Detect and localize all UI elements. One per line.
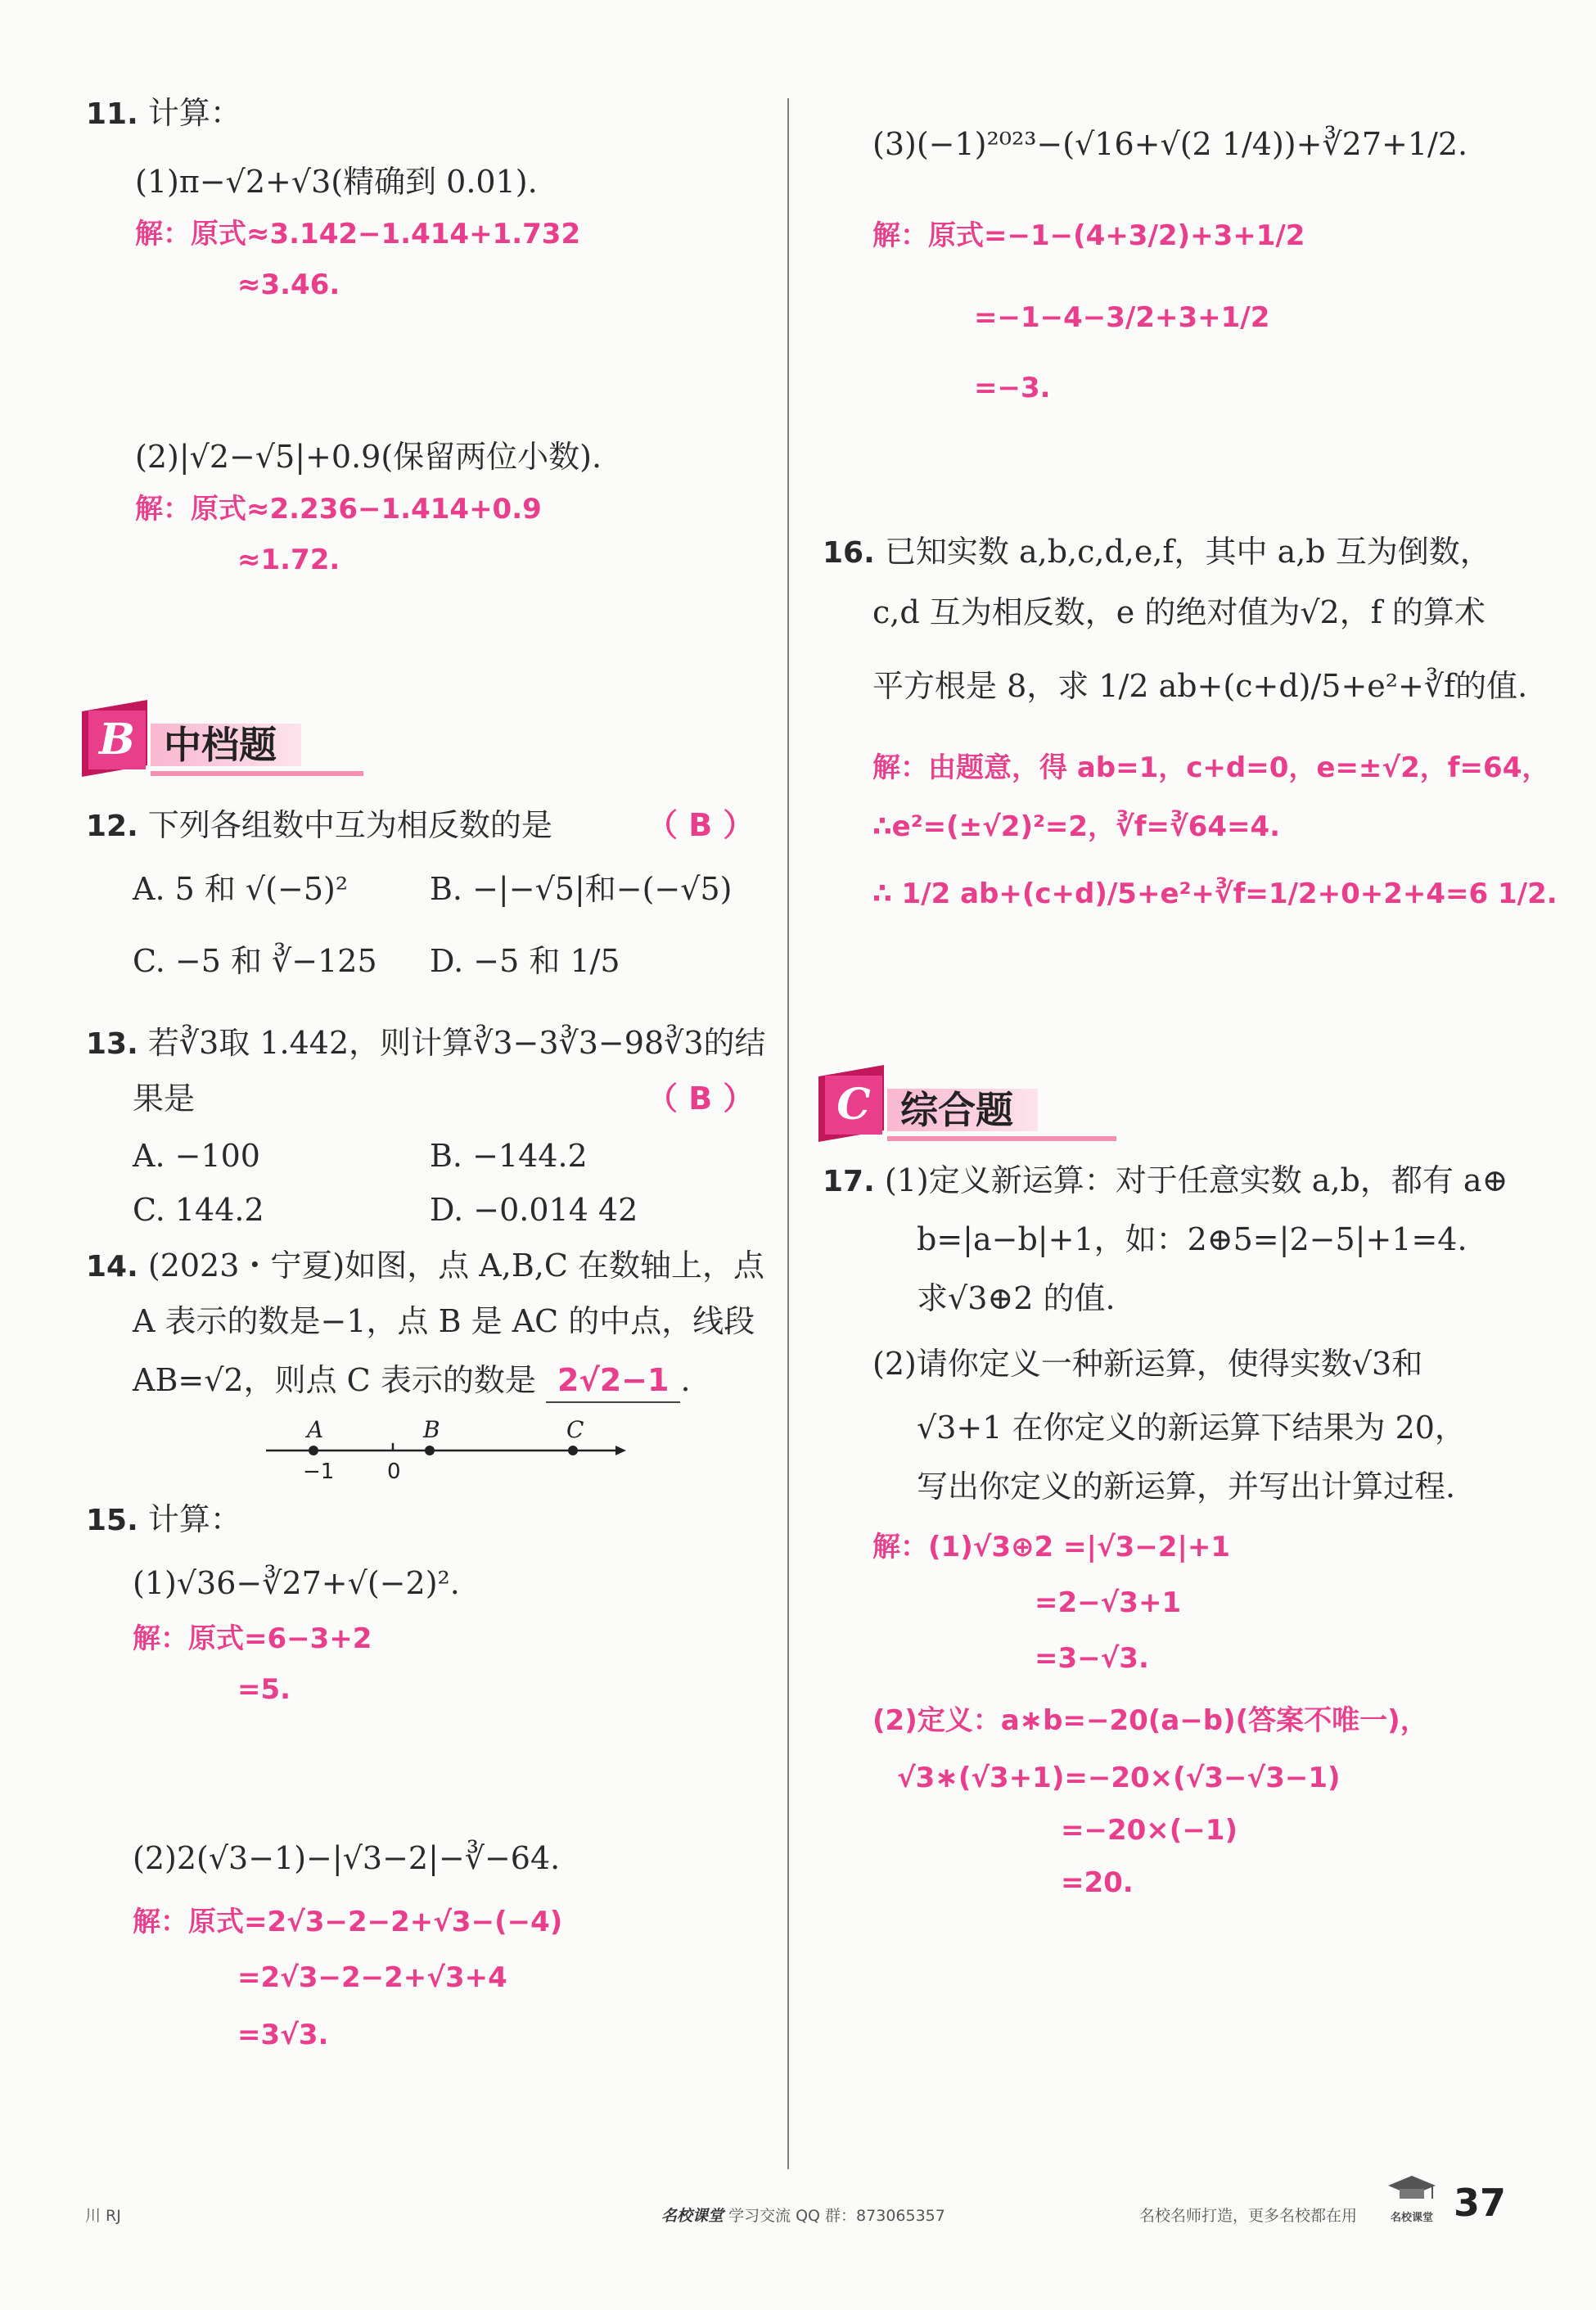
q13-option-d: D. −0.014 42	[430, 1192, 638, 1228]
section-c-heading	[818, 1071, 1121, 1146]
footer-slogan: 名校名师打造，更多名校都在用	[1139, 2207, 1358, 2225]
q14-line-2: A 表示的数是−1，点 B 是 AC 的中点，线段	[133, 1303, 755, 1339]
q13-number: 13.	[86, 1027, 138, 1061]
q13-stem	[86, 1022, 766, 1066]
point-b-label: B	[423, 1418, 440, 1443]
q15-part3-answer-1: 解：原式=−1−(4+3/2)+3+1/2	[872, 219, 1305, 252]
graduation-cap-icon	[1385, 2172, 1439, 2205]
q12-stem	[86, 804, 552, 848]
q11-part2-answer-1: 解：原式≈2.236−1.414+0.9	[135, 493, 542, 526]
q14-period: .	[680, 1362, 691, 1398]
q13-text-1: 若∛3取 1.442，则计算∛3−3∛3−98∛3的结	[147, 1025, 766, 1061]
q16-answer-1: 解：由题意，得 ab=1，c+d=0，e=±√2，f=64，	[872, 751, 1550, 784]
q12-option-a: A. 5 和 √(−5)²	[133, 871, 349, 907]
q16-answer-3: ∴ 1/2 ab+(c+d)/5+e²+∛f=1/2+0+2+4=6 1/2.	[872, 878, 1558, 910]
q17-answer-3: =3−√3.	[1035, 1642, 1149, 1675]
q13-option-c: C. 144.2	[133, 1192, 264, 1228]
footer-center	[661, 2204, 945, 2226]
q13-answer: （ B ）	[647, 1081, 755, 1117]
footer-edition: 川 RJ	[85, 2207, 121, 2225]
q16-line-2: c,d 互为相反数，e 的绝对值为√2，f 的算术	[872, 594, 1486, 630]
q14-number: 14.	[86, 1250, 138, 1284]
q15-part2-answer-1: 解：原式=2√3−2−2+√3−(−4)	[133, 1906, 563, 1938]
q17-number: 17.	[823, 1165, 875, 1198]
q15-part3-answer-2: =−1−4−3/2+3+1/2	[974, 301, 1270, 334]
q17-answer-5: √3∗(√3+1)=−20×(√3−√3−1)	[897, 1762, 1341, 1794]
q17-answer-4: (2)定义：a∗b=−20(a−b)(答案不唯一)，	[872, 1704, 1428, 1737]
page-number: 37	[1454, 2181, 1507, 2225]
q12-answer: （ B ）	[647, 807, 755, 843]
q15-part1: (1)√36−∛27+√(−2)².	[133, 1565, 460, 1601]
q17-answer-6: =−20×(−1)	[1061, 1814, 1238, 1847]
q15-number: 15.	[86, 1504, 138, 1537]
q15-text: 计算：	[147, 1501, 241, 1537]
q16-line-1	[823, 530, 1491, 575]
q11-part2-answer-2: ≈1.72.	[237, 544, 340, 576]
q17-line-6: 写出你定义的新运算，并写出计算过程.	[917, 1469, 1456, 1505]
point-b	[425, 1446, 435, 1455]
footer-brand: 名校课堂	[661, 2207, 724, 2225]
number-line	[262, 1418, 630, 1483]
point-c-label: C	[566, 1418, 584, 1443]
q14-line-3	[133, 1359, 691, 1403]
footer-qq-group: 学习交流 QQ 群：873065357	[728, 2207, 945, 2225]
q11-part1-answer-2: ≈3.46.	[237, 268, 340, 301]
q17-text-1: (1)定义新运算：对于任意实数 a,b，都有 a⊕	[884, 1162, 1508, 1198]
point-a	[309, 1446, 318, 1455]
q17-answer-2: =2−√3+1	[1035, 1586, 1182, 1619]
q11-text: 计算：	[147, 95, 241, 131]
q11-stem	[86, 92, 241, 136]
q12-option-c: C. −5 和 ∛−125	[133, 943, 377, 979]
q11-part1-answer-1: 解：原式≈3.142−1.414+1.732	[135, 218, 581, 250]
q14-text-3: AB=√2，则点 C 表示的数是	[133, 1362, 536, 1398]
q14-text-1: (2023・宁夏)如图，点 A,B,C 在数轴上，点	[147, 1247, 764, 1284]
q17-line-3: 求√3⊕2 的值.	[917, 1280, 1116, 1316]
q14-line-1	[86, 1244, 764, 1288]
tick-label-zero: 0	[387, 1460, 401, 1483]
section-b-title: 中档题	[151, 724, 301, 766]
section-b-letter: B	[88, 711, 146, 769]
q16-answer-2: ∴e²=(±√2)²=2，∛f=∛64=4.	[872, 810, 1281, 843]
point-a-label: A	[307, 1418, 324, 1443]
q15-part1-answer-1: 解：原式=6−3+2	[133, 1622, 372, 1655]
q17-line-2: b=|a−b|+1，如：2⊕5=|2−5|+1=4.	[917, 1221, 1468, 1257]
q15-part1-answer-2: =5.	[237, 1673, 291, 1706]
q13-option-b: B. −144.2	[430, 1138, 588, 1174]
q14-blank-answer: 2√2−1	[546, 1359, 681, 1403]
q11-part1: (1)π−√2+√3(精确到 0.01).	[135, 164, 538, 200]
q17-line-5: √3+1 在你定义的新运算下结果为 20，	[917, 1410, 1466, 1446]
footer-logo	[1385, 2172, 1439, 2223]
q13-text-2: 果是	[133, 1081, 196, 1117]
q12-option-b: B. −|−√5|和−(−√5)	[430, 871, 733, 907]
section-c-letter: C	[825, 1076, 882, 1135]
q17-line-4: (2)请你定义一种新运算，使得实数√3和	[872, 1346, 1423, 1382]
q15-part2-answer-3: =3√3.	[237, 2019, 329, 2051]
q17-answer-7: =20.	[1061, 1866, 1134, 1899]
q11-part2: (2)|√2−√5|+0.9(保留两位小数).	[135, 439, 602, 475]
column-divider	[787, 98, 789, 2169]
q11-number: 11.	[86, 97, 138, 131]
q16-text-1: 已知实数 a,b,c,d,e,f，其中 a,b 互为倒数，	[884, 534, 1491, 570]
q15-part2-answer-2: =2√3−2−2+√3+4	[237, 1961, 507, 1994]
section-c-title: 综合题	[887, 1089, 1038, 1131]
q16-number: 16.	[823, 536, 875, 570]
q17-line-1	[823, 1159, 1508, 1203]
q15-part3-answer-3: =−3.	[974, 372, 1051, 404]
point-c	[568, 1446, 578, 1455]
q15-part2: (2)2(√3−1)−|√3−2|−∛−64.	[133, 1840, 561, 1876]
q12-text: 下列各组数中互为相反数的是	[147, 807, 552, 843]
section-b-heading	[82, 706, 368, 781]
q13-option-a: A. −100	[133, 1138, 260, 1174]
q16-line-3: 平方根是 8，求 1/2 ab+(c+d)/5+e²+∛f的值.	[872, 668, 1528, 704]
q12-option-d: D. −5 和 1/5	[430, 943, 620, 979]
q12-number: 12.	[86, 810, 138, 843]
q15-stem	[86, 1498, 241, 1542]
tick-label-neg1: −1	[303, 1460, 335, 1483]
q17-answer-1: 解：(1)√3⊕2 =|√3−2|+1	[872, 1531, 1231, 1563]
footer-logo-text: 名校课堂	[1390, 2212, 1433, 2224]
q15-part3: (3)(−1)²⁰²³−(√16+√(2 1/4))+∛27+1/2.	[872, 126, 1468, 162]
